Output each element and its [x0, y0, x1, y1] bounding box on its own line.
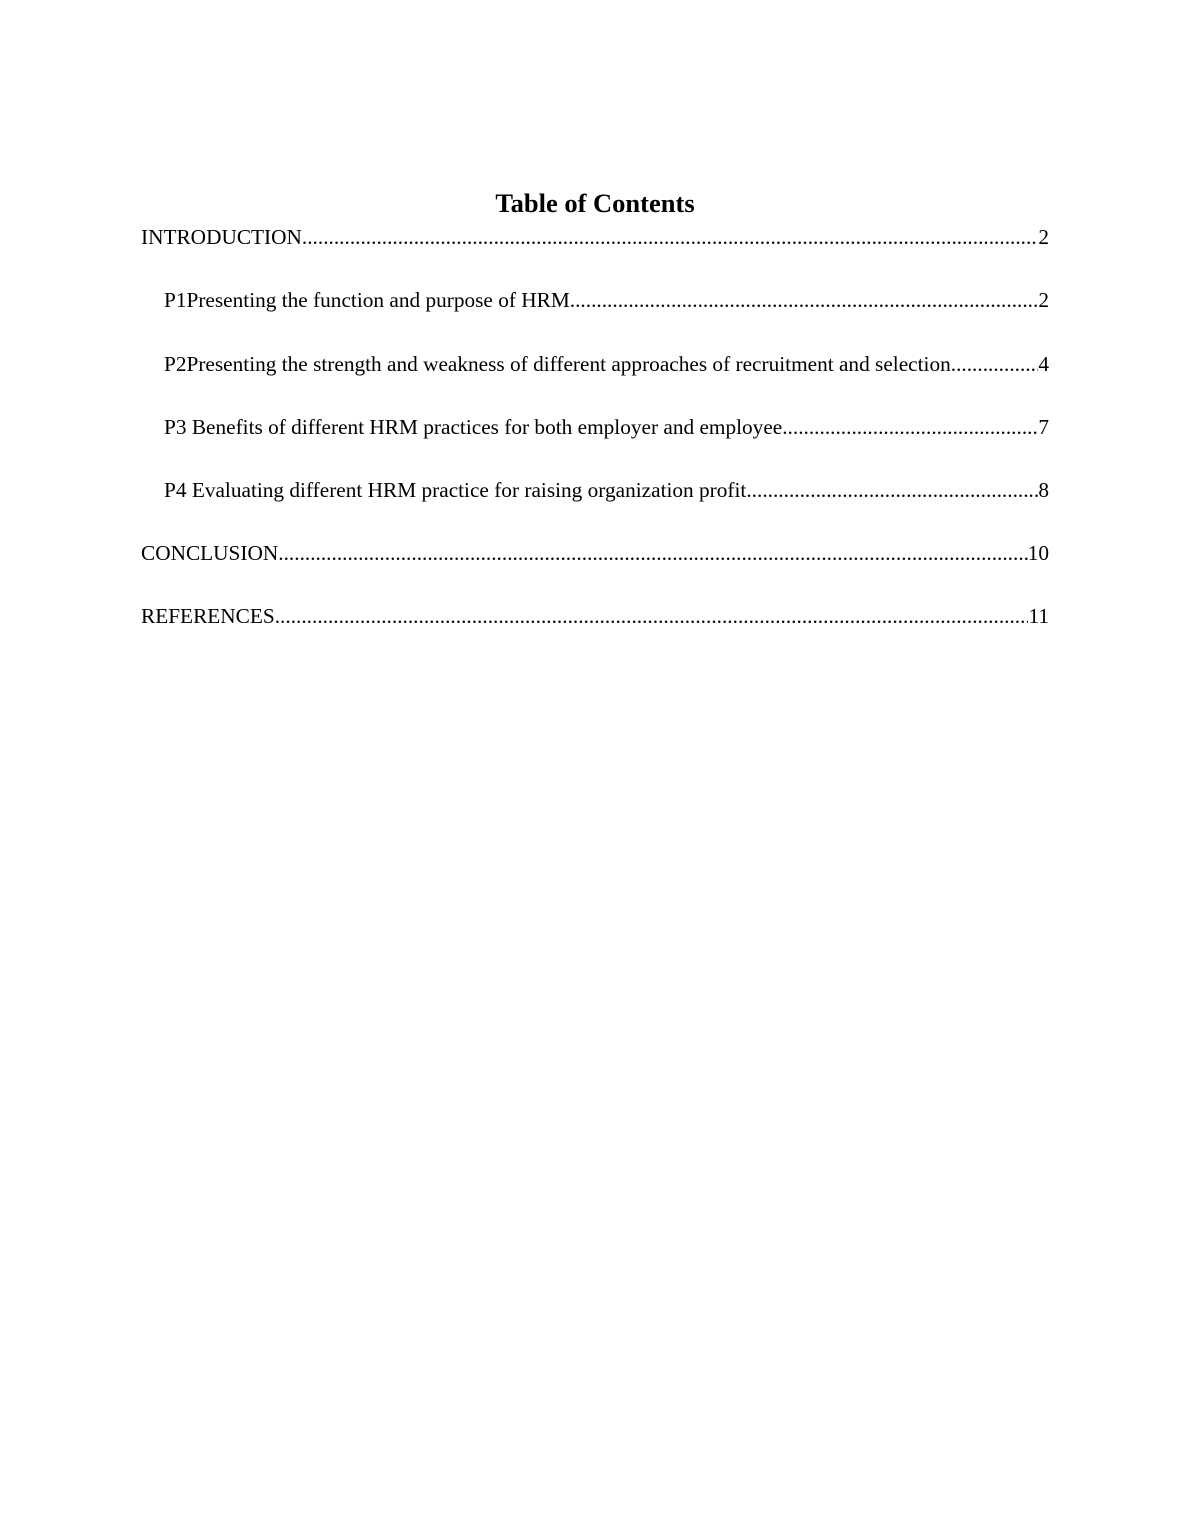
toc-dot-leader [746, 477, 1038, 503]
toc-entry-page: 11 [1028, 604, 1049, 628]
toc-entry-label: P4 Evaluating different HRM practice for raising organization profit [164, 478, 747, 502]
toc-entry-page: 4 [1038, 352, 1049, 376]
toc-dot-leader [782, 414, 1038, 440]
toc-entry-page: 7 [1038, 415, 1049, 439]
toc-title: Table of Contents [495, 188, 695, 218]
toc-entry-page: 2 [1038, 225, 1049, 249]
toc-entry-label: P3 Benefits of different HRM practices for both employer and employee [164, 415, 783, 439]
toc-entry-page: 8 [1038, 478, 1049, 502]
toc-entry-p4[interactable] [164, 477, 1049, 503]
toc-entry-label: CONCLUSION [141, 541, 279, 565]
toc-entry-conclusion[interactable] [141, 540, 1049, 566]
toc-dot-leader [278, 540, 1027, 566]
toc-entry-label: P1Presenting the function and purpose of HRM [164, 288, 570, 312]
toc-entry-label: INTRODUCTION [141, 225, 302, 249]
toc-dot-leader [951, 351, 1039, 377]
toc-dot-leader [302, 224, 1038, 250]
toc-entry-p3[interactable] [164, 414, 1049, 440]
toc-dot-leader [570, 287, 1039, 313]
toc-entry-label: REFERENCES [141, 604, 275, 628]
toc-dot-leader [275, 603, 1029, 629]
toc-entry-label: P2Presenting the strength and weakness of different approaches of recruitment and selection [164, 352, 951, 376]
toc-entry-page: 2 [1038, 288, 1049, 312]
toc-entry-references[interactable] [141, 603, 1049, 629]
toc-entry-p2[interactable] [164, 351, 1049, 377]
toc-entry-page: 10 [1027, 541, 1049, 565]
toc-entry-p1[interactable] [164, 287, 1049, 313]
toc-entry-introduction[interactable] [141, 224, 1049, 250]
